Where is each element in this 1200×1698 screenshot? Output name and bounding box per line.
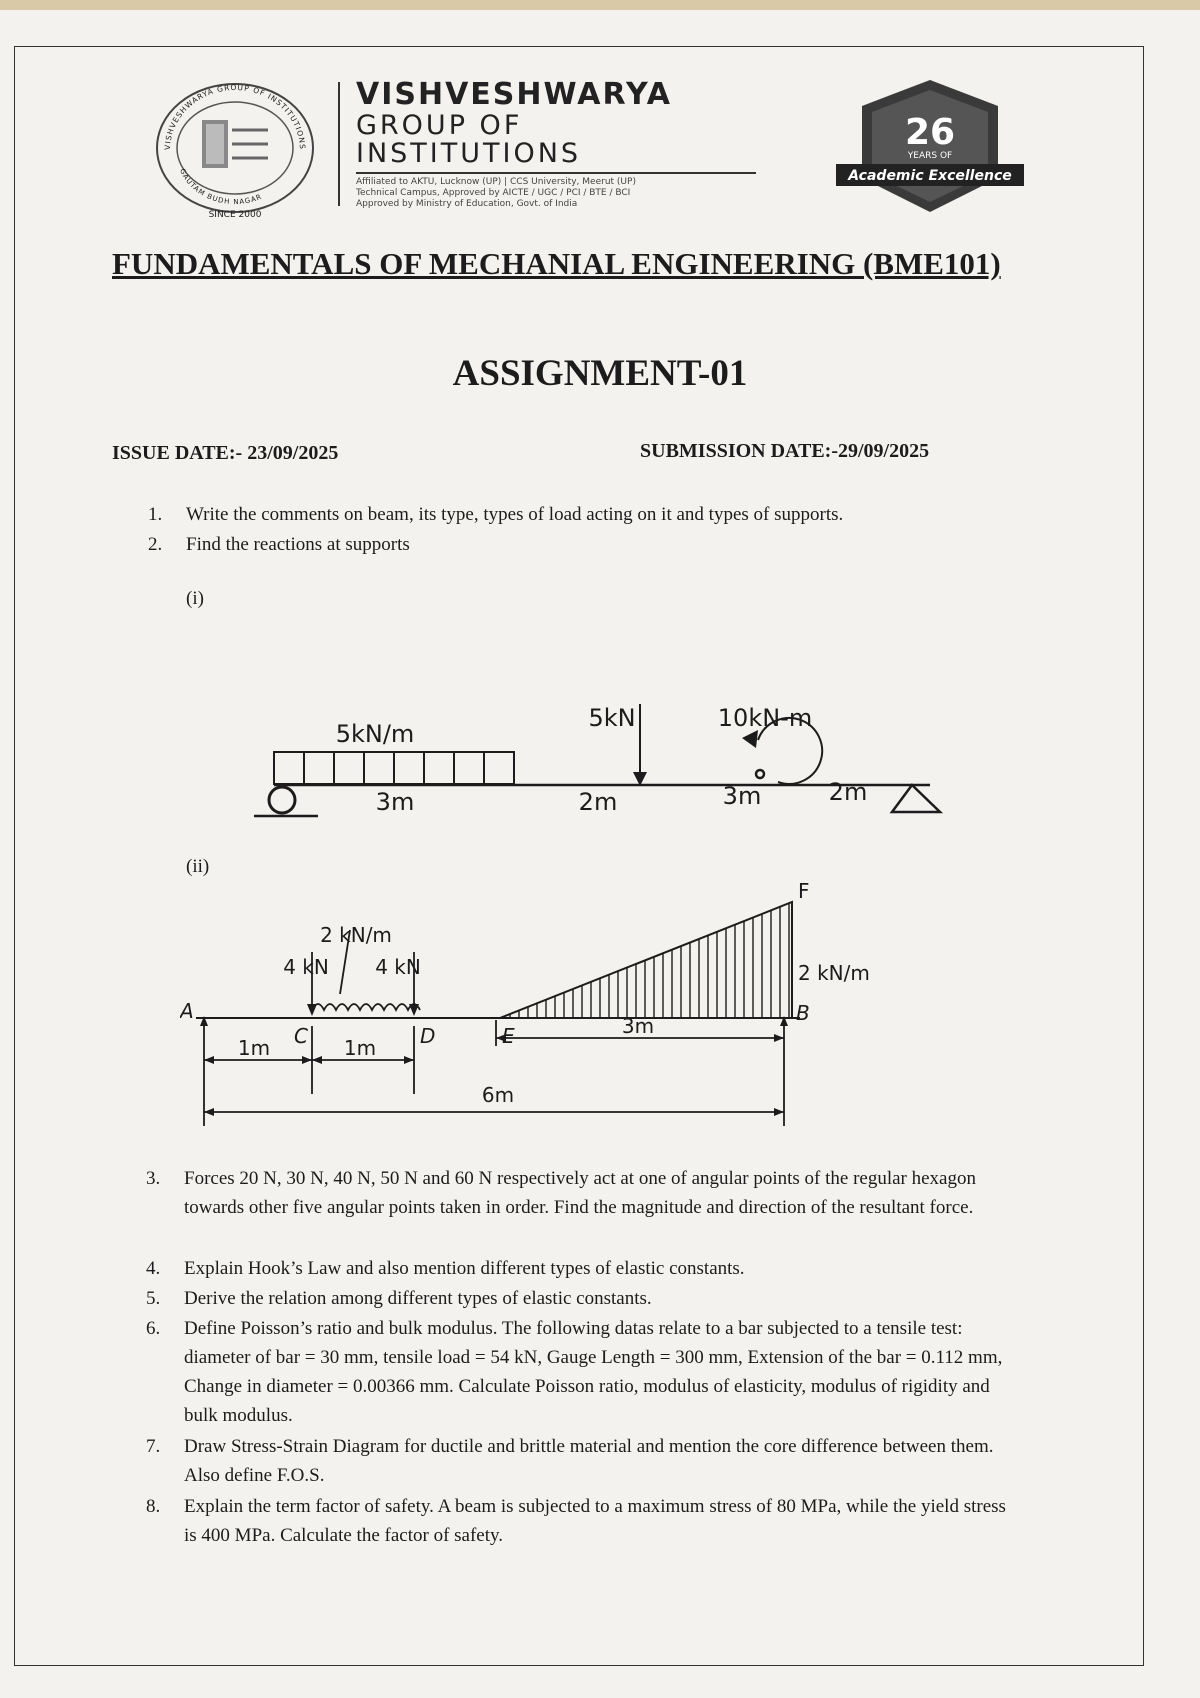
- uvl-label: 2 kN/m: [798, 961, 870, 985]
- beam-diagram-1: [240, 690, 1020, 840]
- question-number: 6.: [146, 1318, 161, 1339]
- moment-label: 10kN-m: [717, 704, 813, 732]
- point-label: F: [798, 880, 810, 903]
- affiliation-line3: Approved by Ministry of Education, Govt. of India: [356, 199, 578, 209]
- dim-label: 1m: [343, 1036, 377, 1060]
- brand-line2: GROUP OF: [356, 110, 523, 141]
- point-load-label: 5kN: [588, 704, 636, 732]
- question-text: Explain Hook’s Law and also mention different types of elastic constants.: [184, 1258, 745, 1279]
- point-label: E: [502, 1024, 515, 1048]
- point-label: B: [796, 1001, 810, 1025]
- badge-years: YEARS OF: [907, 151, 953, 161]
- course-title: FUNDAMENTALS OF MECHANIAL ENGINEERING (BME101): [112, 246, 1001, 281]
- institution-seal-logo: [140, 78, 330, 218]
- question-number: 8.: [146, 1496, 161, 1517]
- academic-excellence-badge: [830, 78, 1030, 218]
- brand-rule: [356, 172, 756, 174]
- question-text: Forces 20 N, 30 N, 40 N, 50 N and 60 N respectively act at one of angular points of the regular hexagon towards other five angular points taken in order. Find the magnitude and direction of the resultant force.: [184, 1168, 976, 1218]
- udl-label: 2 kN/m: [320, 923, 392, 947]
- beam-diagram-2: [180, 880, 900, 1140]
- institution-header: [140, 78, 1040, 218]
- seal-since: SINCE 2000: [208, 210, 262, 218]
- span-label: 2m: [828, 778, 868, 806]
- issue-date: ISSUE DATE:- 23/09/2025: [112, 442, 339, 464]
- question-text: Derive the relation among different types of elastic constants.: [184, 1288, 652, 1309]
- question-number: 1.: [148, 504, 163, 525]
- header-divider: [338, 82, 340, 206]
- brand-line1: VISHVESHWARYA: [356, 77, 673, 112]
- question-number: 7.: [146, 1436, 161, 1457]
- question-text: Write the comments on beam, its type, types of load acting on it and types of supports.: [186, 504, 844, 525]
- hinge-support: [892, 785, 940, 812]
- assignment-title: ASSIGNMENT-01: [452, 353, 748, 394]
- seal-top-text: VISHVESHWARYA GROUP OF INSTITUTIONS: [162, 82, 308, 151]
- svg-text:VISHVESHWARYA GROUP OF INSTITU: [163, 83, 307, 150]
- span-label: 3m: [375, 788, 415, 816]
- udl-label: 5kN/m: [335, 720, 415, 748]
- question-text: Draw Stress-Strain Diagram for ductile and brittle material and mention the core difference between them. Also define F.O.S.: [184, 1436, 994, 1486]
- brand-line3: INSTITUTIONS: [356, 138, 582, 169]
- dim-label: 1m: [237, 1036, 271, 1060]
- paper-edge: [0, 0, 1200, 10]
- question-text: Find the reactions at supports: [186, 534, 410, 555]
- span-label: 3m: [722, 782, 762, 810]
- question-number: 4.: [146, 1258, 161, 1279]
- roller-support: [269, 787, 295, 813]
- badge-text: Academic Excellence: [848, 168, 1012, 184]
- sub-label-i: (i): [186, 588, 204, 609]
- dim-label: 3m: [621, 1014, 655, 1038]
- question-text: Define Poisson’s ratio and bulk modulus. The following datas relate to a bar subjected to a tensile test: diameter of bar = 30 mm, tensile load = 54 kN, Gauge Length = 300 mm, Extension of the bar = 0.112 mm, Change in diameter = 0.00366 mm. Calculate Poisson ratio, modulus of elasticity, modulus of rigidity and bulk modulus.: [184, 1318, 1003, 1426]
- uvl-triangle: [500, 902, 792, 1018]
- seal-bottom-text: GAUTAM BUDH NAGAR: [178, 167, 264, 207]
- question-number: 5.: [146, 1288, 161, 1309]
- dim-label: 6m: [481, 1083, 515, 1107]
- affiliation-line2: Technical Campus, Approved by AICTE / UGC / PCI / BTE / BCI: [356, 188, 631, 198]
- sub-label-ii: (ii): [186, 856, 210, 877]
- point-label: A: [180, 999, 194, 1023]
- question-text: Explain the term factor of safety. A beam is subjected to a maximum stress of 80 MPa, while the yield stress is 400 MPa. Calculate the factor of safety.: [184, 1496, 1006, 1546]
- span-label: 2m: [578, 788, 618, 816]
- point-label: C: [294, 1024, 308, 1048]
- submission-date: SUBMISSION DATE:-29/09/2025: [640, 440, 930, 462]
- load-right-label: 4 kN: [375, 955, 421, 979]
- udl-coil: [312, 1004, 420, 1010]
- question-number: 3.: [146, 1168, 161, 1189]
- affiliation-line1: Affiliated to AKTU, Lucknow (UP) | CCS University, Meerut (UP): [356, 177, 636, 187]
- load-left-label: 4 kN: [283, 955, 329, 979]
- badge-number: 26: [904, 112, 956, 153]
- question-number: 2.: [148, 534, 163, 555]
- institution-name: [356, 78, 796, 210]
- point-label: D: [420, 1024, 436, 1048]
